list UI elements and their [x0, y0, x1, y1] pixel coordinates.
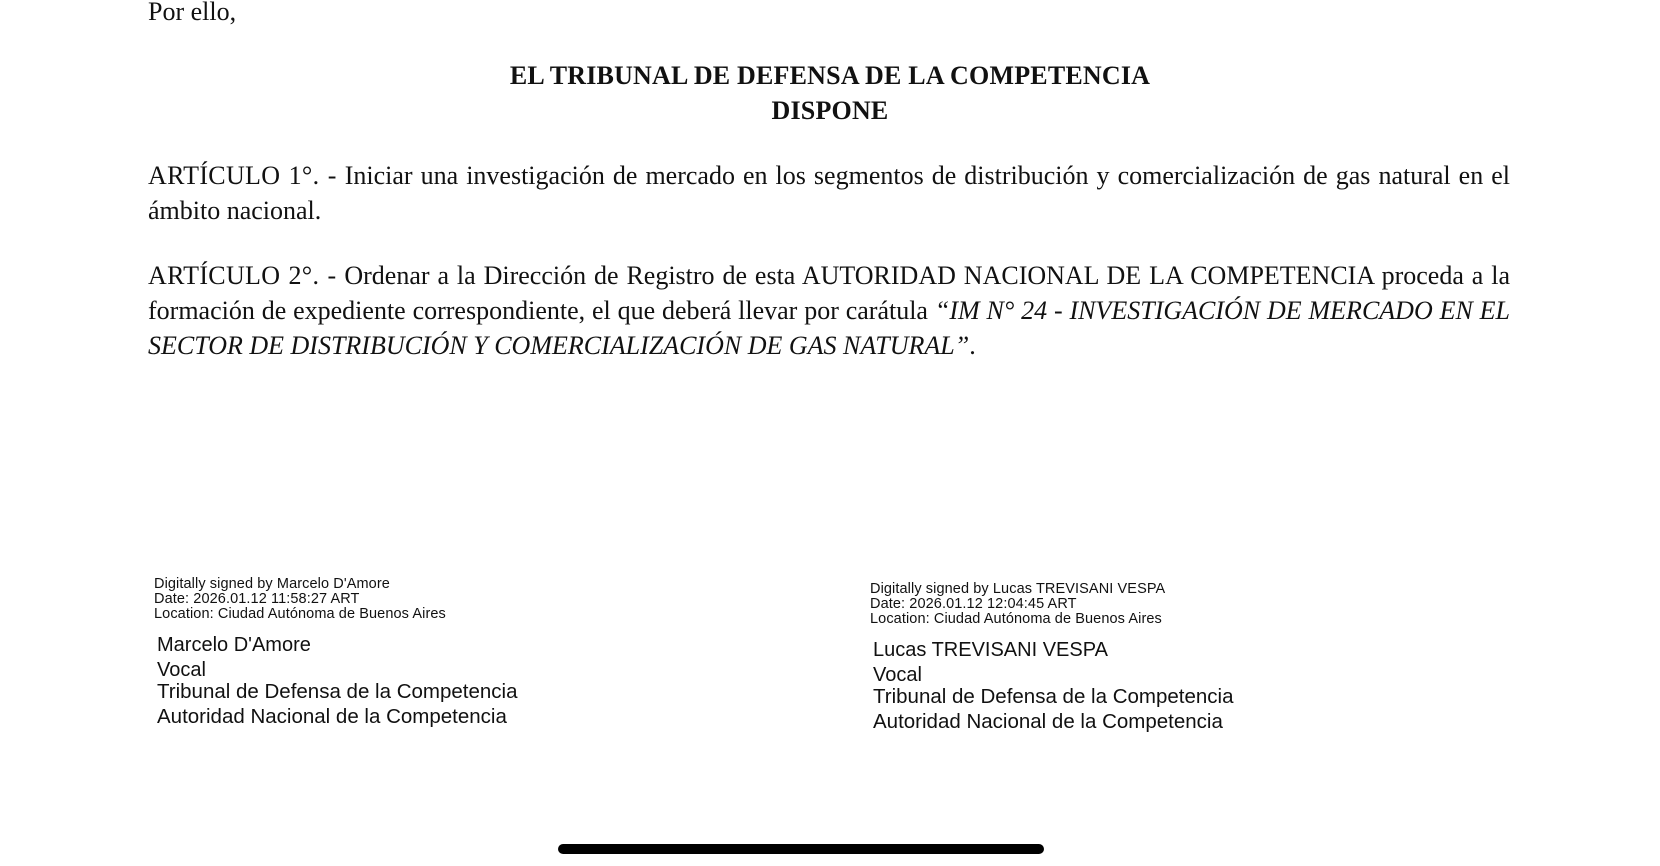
signed-by-line: Digitally signed by Marcelo D'Amore	[154, 576, 390, 592]
home-indicator-bar[interactable]	[558, 844, 1044, 854]
signature-date: Date: 2026.01.12 12:04:45 ART	[870, 596, 1077, 612]
tribunal-heading: EL TRIBUNAL DE DEFENSA DE LA COMPETENCIA	[509, 61, 1151, 90]
signer-role: Vocal	[157, 659, 206, 681]
opening-line: Por ello,	[148, 0, 237, 26]
article-1-number: ARTÍCULO 1°. -	[148, 161, 337, 190]
article-2-text: Ordenar a la Dirección de Registro de esta AUTORIDAD NACIONAL DE LA COMPETENCIA proceda a la formación de expediente correspondiente, el que deberá llevar por carátula	[148, 261, 1510, 325]
article-2-caption: “IM N° 24 - INVESTIGACIÓN DE MERCADO EN EL SECTOR DE DISTRIBUCIÓN Y COMERCIALIZACIÓN DE GAS NATURAL”	[148, 296, 1511, 360]
dispone-heading: DISPONE	[771, 96, 889, 125]
signature-location: Location: Ciudad Autónoma de Buenos Aires	[870, 611, 1162, 627]
signer-role: Vocal	[873, 664, 922, 686]
article-2-number: ARTÍCULO 2°. -	[148, 261, 337, 290]
signer-organization	[157, 679, 517, 729]
signature-date: Date: 2026.01.12 11:58:27 ART	[154, 591, 360, 607]
article-1	[148, 158, 1510, 228]
digital-signature-stamp	[870, 582, 1233, 627]
article-2-closing: .	[969, 331, 976, 360]
organization-line-2: Autoridad Nacional de la Competencia	[157, 705, 507, 728]
organization-line-1: Tribunal de Defensa de la Competencia	[157, 680, 518, 703]
signed-by-line: Digitally signed by Lucas TREVISANI VESPA	[870, 581, 1166, 597]
signature-block-2	[870, 582, 1233, 734]
signature-block-1	[154, 577, 517, 729]
article-1-text: Iniciar una investigación de mercado en los segmentos de distribución y comercialización de gas natural en el ámbito nacional.	[148, 161, 1511, 225]
digital-signature-stamp	[154, 577, 517, 622]
signer-name: Lucas TREVISANI VESPA	[873, 639, 1108, 661]
signer-name: Marcelo D'Amore	[157, 634, 311, 656]
article-2	[148, 258, 1510, 363]
signature-location: Location: Ciudad Autónoma de Buenos Aires	[154, 606, 446, 622]
organization-line-2: Autoridad Nacional de la Competencia	[873, 710, 1223, 733]
signer-organization	[873, 684, 1233, 734]
organization-line-1: Tribunal de Defensa de la Competencia	[873, 685, 1234, 708]
